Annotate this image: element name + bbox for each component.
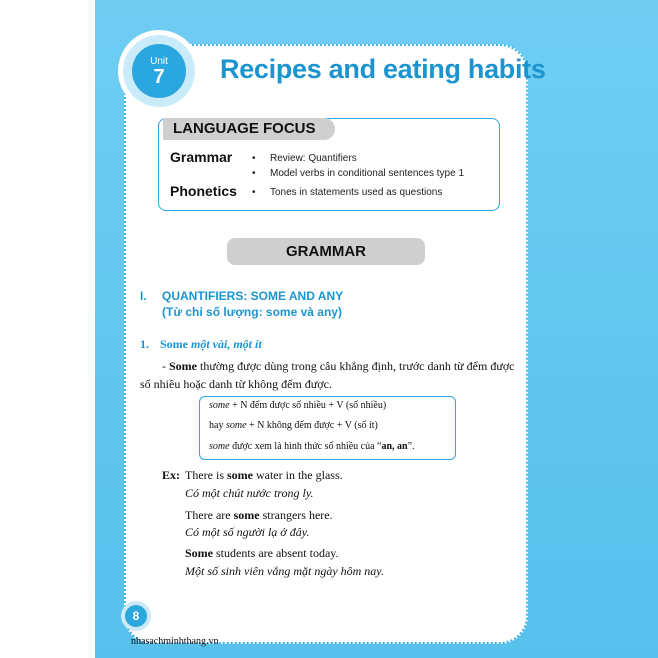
unit-number: 7 [153, 65, 165, 88]
unit-label: Unit [150, 55, 168, 67]
phonetics-label: Phonetics [170, 183, 237, 199]
section-heading: I. QUANTIFIERS: SOME AND ANY [140, 289, 344, 303]
phonetics-item: • Tones in statements used as questions [252, 187, 443, 198]
publisher-website: nhasachminhthang.vn [131, 636, 219, 647]
example-translation: Có một số người lạ ở đây. [185, 525, 310, 539]
subsection-heading: 1. Some một vài, một ít [140, 337, 262, 351]
grammar-item: • Review: Quantifiers [252, 153, 357, 164]
grammar-banner: GRAMMAR [227, 238, 425, 265]
unit-badge [118, 30, 200, 112]
example-sentence: There are some strangers here. [185, 508, 333, 522]
grammar-label: Grammar [170, 149, 233, 165]
page-title: Recipes and eating habits [220, 54, 546, 84]
example-translation: Một số sinh viên vắng mặt ngày hôm nay. [185, 564, 384, 578]
grammar-item: • Model verbs in conditional sentences type 1 [252, 168, 465, 179]
page-number-badge [121, 601, 151, 631]
rule-line: some + N đếm được số nhiều + V (số nhiều) [209, 400, 387, 411]
rule-line: hay some + N không đếm được + V (số ít) [209, 420, 378, 431]
example-translation: Có một chút nước trong ly. [185, 486, 314, 500]
section-subtitle: (Từ chỉ số lượng: some và any) [162, 305, 342, 319]
explanation-line-1: - Some thường được dùng trong câu khẳng định, trước danh từ đếm được [162, 359, 515, 373]
example-sentence: Some students are absent today. [185, 546, 339, 560]
rule-line: some được xem là hình thức số nhiều của “an, an”. [209, 441, 415, 452]
language-focus-title: LANGUAGE FOCUS [163, 118, 335, 140]
example-label: Ex: [162, 468, 180, 482]
page-number: 8 [125, 605, 147, 627]
explanation-line-2: số nhiều hoặc danh từ không đếm được. [140, 377, 332, 391]
example-sentence: There is some water in the glass. [185, 468, 343, 482]
